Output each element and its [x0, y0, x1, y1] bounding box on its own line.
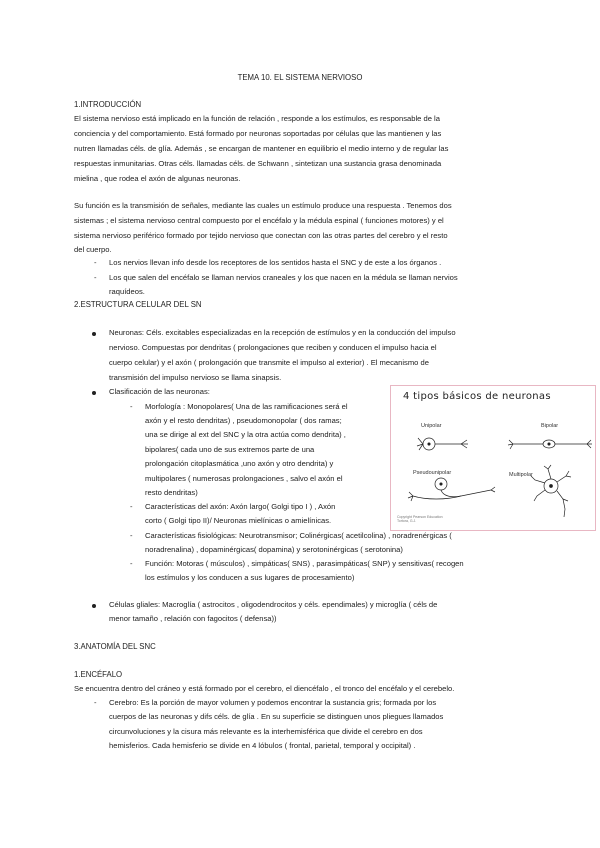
paragraph-line: conciencia y del comportamiento. Está formado por neuronas soportadas por células que las mantienen y las [74, 129, 442, 138]
paragraph-line: Su función es la transmisión de señales, mediante las cuales un estímulo produce una respuesta . Tenemos dos [74, 201, 452, 210]
morfologia-line: bipolares( cada uno de sus extremos parte de una [145, 445, 315, 454]
bullet-line: Neuronas: Céls. excitables especializadas en la recepción de estímulos y en la conducción del impulso [109, 328, 456, 337]
figure-label-bipolar: Bipolar [541, 423, 559, 429]
paragraph-line: nutren llamadas céls. de glía. Además , se encargan de mantener en equilibrio el medio interno y de regular las [74, 144, 449, 153]
dash-marker: - [94, 273, 97, 282]
section-heading-estructura: 2.ESTRUCTURA CELULAR DEL SN [74, 300, 202, 309]
dash-marker: - [94, 258, 97, 267]
axon-line: corto ( Golgi tipo II)/ Neuronas mielínicas o amielínicas. [145, 516, 332, 525]
funcion-line: Función: Motoras ( músculos) , simpáticas( SNS) , parasimpáticas( SNP) y sensitivas( recogen [145, 559, 464, 568]
morfologia-line: prolongación citoplasmática ,uno axón y otro dendrita) y [145, 459, 334, 468]
bullet-dot [92, 332, 96, 336]
funcion-line: los estímulos y los conducen a sus lugares de procesamiento) [145, 573, 355, 582]
bullet-dot [92, 604, 96, 608]
bullet-dot [92, 391, 96, 395]
paragraph-line: del cuerpo. [74, 245, 112, 254]
dash-item: raquídeos. [109, 287, 145, 296]
morfologia-line: una se dirige al ext del SNC y la otra actúa como dendrita) , [145, 430, 346, 439]
paragraph-line: sistemas ; el sistema nervioso central compuesto por el encéfalo y la médula espinal ( funciones motores) y el [74, 216, 444, 225]
axon-line: Características del axón: Axón largo( Golgi tipo I ) , Axón [145, 502, 336, 511]
figure-credit-line: Tortora, G.J. [397, 519, 417, 523]
document-title: TEMA 10. EL SISTEMA NERVIOSO [237, 73, 363, 82]
dash-marker: - [130, 559, 133, 568]
cerebro-line: Cerebro: Es la porción de mayor volumen y podemos encontrar la sustancia gris; formada por los [109, 698, 437, 707]
paragraph-line: sistema nervioso periférico formado por tejido nervioso que conectan con las otras partes del cerebro y el resto [74, 231, 448, 240]
bullet-line: nervioso. Compuestas por dendritas ( prolongaciones que reciben y conducen el impulso hacia el [109, 343, 437, 352]
pseudounipolar-neuron-drawing [408, 478, 495, 501]
bipolar-neuron-drawing [508, 440, 592, 449]
morfologia-line: Morfología : Monopolares( Una de las ramificaciones será el [145, 402, 348, 411]
cerebro-line: circunvoluciones y la cisura más relevante es la interhemisférica que divide el cerebro en dos [109, 727, 423, 736]
dash-marker: - [130, 502, 133, 511]
figure-title: 4 tipos básicos de neuronas [403, 391, 551, 402]
fisiologia-line: Características fisiológicas: Neurotransmisor; Colinérgicas( acetilcolina) , noradrenérgicas ( [145, 531, 452, 540]
fisiologia-line: noradrenalina) , dopaminérgicas( dopamina) y serotoninérgicas ( serotonina) [145, 545, 403, 554]
figure-credit [397, 515, 443, 523]
paragraph-line: El sistema nervioso está implicado en la función de relación , responde a los estímulos, es responsable de la [74, 114, 440, 123]
section-heading-introduccion: 1.INTRODUCCIÓN [74, 100, 142, 109]
bullet-line: cuerpo celular) y el axón ( prolongación que transmite el impulso al exterior) . El mecanismo de [109, 358, 429, 367]
figure-label-multipolar: Multipolar [509, 472, 533, 478]
subsection-heading-encefalo: 1.ENCÉFALO [74, 670, 123, 679]
paragraph-line: mielina , que rodea el axón de algunas neuronas. [74, 174, 241, 183]
dash-marker: - [94, 698, 97, 707]
cerebro-line: hemisferios. Cada hemisferio se divide en 4 lóbulos ( frontal, parietal, temporal y occipital) . [109, 741, 416, 750]
paragraph-line: Se encuentra dentro del cráneo y está formado por el cerebro, el diencéfalo , el tronco del encéfalo y el cerebelo. [74, 684, 455, 693]
morfologia-line: resto dendritas) [145, 488, 198, 497]
dash-item: Los que salen del encéfalo se llaman nervios craneales y los que nacen en la médula se llaman nervios [109, 273, 458, 282]
neuron-types-figure [390, 385, 596, 531]
multipolar-neuron-drawing [531, 465, 571, 517]
bullet-line: Clasificación de las neuronas: [109, 387, 210, 396]
neuron-illustrations [391, 386, 597, 532]
bullet-line: Células gliales: Macroglía ( astrocitos , oligodendrocitos y céls. ependimales) y microglía ( céls de [109, 600, 438, 609]
bullet-line: menor tamaño , relación con fagocitos ( defensa)) [109, 614, 277, 623]
figure-label-unipolar: Unipolar [421, 423, 442, 429]
morfologia-line: multipolares ( numerosas prolongaciones , salvo el axón el [145, 474, 343, 483]
unipolar-neuron-drawing [417, 438, 468, 450]
morfologia-line: axón y el resto dendritas) , pseudomonopolar ( dos ramas; [145, 416, 342, 425]
bullet-line: transmisión del impulso nervioso se llama sinapsis. [109, 373, 282, 382]
dash-marker: - [130, 402, 133, 411]
section-heading-anatomia: 3.ANATOMÍA DEL SNC [74, 642, 156, 651]
dash-item: Los nervios llevan info desde los receptores de los sentidos hasta el SNC y de este a los órganos . [109, 258, 442, 267]
figure-credit-line: Copyright Pearson Education [397, 515, 443, 519]
paragraph-line: respuestas inmunitarias. Otras céls. llamadas céls. de Schwann , sintetizan una sustancia grasa denominada [74, 159, 442, 168]
figure-label-pseudounipolar: Pseudounipolar [413, 470, 452, 476]
dash-marker: - [130, 531, 133, 540]
cerebro-line: cuerpos de las neuronas y difs céls. de glía . En su superficie se distinguen unos pliegues llamados [109, 712, 444, 721]
